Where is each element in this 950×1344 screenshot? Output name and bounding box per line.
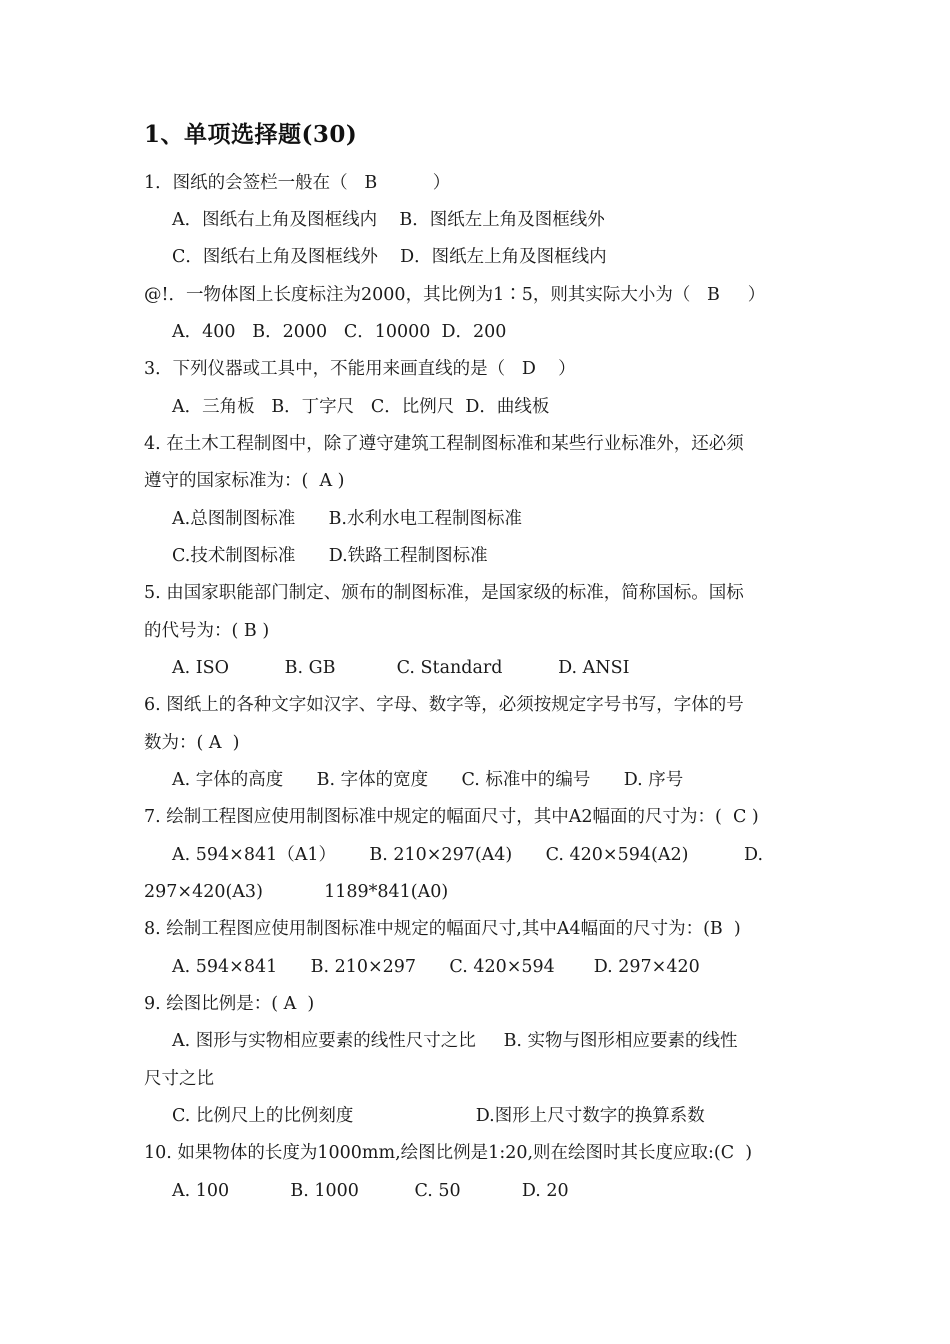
question-10-stem: 10. 如果物体的长度为1000mm,绘图比例是1:20,则在绘图时其长度应取:(C ) xyxy=(144,1143,753,1163)
question-9-options-line-1: A. 图形与实物相应要素的线性尺寸之比 B. 实物与图形相应要素的线性 xyxy=(172,1031,738,1051)
question-1-options-line-2: C．图纸右上角及图框线外 D．图纸左上角及图框线内 xyxy=(172,247,607,267)
question-1-options-line-1: A．图纸右上角及图框线内 B．图纸左上角及图框线外 xyxy=(172,210,605,230)
question-5-stem-line-2: 的代号为：( B ) xyxy=(144,621,270,641)
question-2-stem: @!．一物体图上长度标注为2000，其比例为1∶5，则其实际大小为（ B ） xyxy=(144,285,766,305)
question-8-stem: 8. 绘制工程图应使用制图标准中规定的幅面尺寸,其中A4幅面的尺寸为：(B ) xyxy=(144,919,741,939)
question-7-options-line-1: A. 594×841（A1） B. 210×297(A4) C. 420×594(A2) D. xyxy=(172,845,764,865)
question-3-options: A．三角板 B．丁字尺 C．比例尺 D．曲线板 xyxy=(172,397,550,417)
question-6-stem-line-2: 数为：( A ) xyxy=(144,733,240,753)
question-4-stem-line-2: 遵守的国家标准为：( A ) xyxy=(144,471,345,491)
question-9-options-line-2: 尺寸之比 xyxy=(144,1069,214,1089)
question-8-options: A. 594×841 B. 210×297 C. 420×594 D. 297×420 xyxy=(172,957,700,977)
question-2-options: A．400 B．2000 C．10000 D．200 xyxy=(172,322,507,342)
question-7-stem: 7. 绘制工程图应使用制图标准中规定的幅面尺寸，其中A2幅面的尺寸为：( C ) xyxy=(144,807,759,827)
question-3-stem: 3．下列仪器或工具中，不能用来画直线的是（ D ） xyxy=(144,359,576,379)
question-10-options: A. 100 B. 1000 C. 50 D. 20 xyxy=(172,1181,569,1201)
question-9-stem: 9. 绘图比例是：( A ) xyxy=(144,994,315,1014)
question-1-stem: 1．图纸的会签栏一般在（ B ） xyxy=(144,173,451,193)
question-4-stem-line-1: 4. 在土木工程制图中，除了遵守建筑工程制图标准和某些行业标准外，还必须 xyxy=(144,434,744,454)
question-5-options: A. ISO B. GB C. Standard D. ANSI xyxy=(172,658,630,678)
question-5-stem-line-1: 5. 由国家职能部门制定、颁布的制图标准，是国家级的标准，简称国标。国标 xyxy=(144,583,744,603)
question-6-stem-line-1: 6. 图纸上的各种文字如汉字、字母、数字等，必须按规定字号书写，字体的号 xyxy=(144,695,744,715)
question-4-options-line-1: A.总图制图标准 B.水利水电工程制图标准 xyxy=(172,509,522,529)
question-4-options-line-2: C.技术制图标准 D.铁路工程制图标准 xyxy=(172,546,488,566)
section-title: 1、单项选择题(30) xyxy=(144,121,358,148)
question-6-options: A. 字体的高度 B. 字体的宽度 C. 标准中的编号 D. 序号 xyxy=(172,770,684,790)
question-7-options-line-2: 297×420(A3) 1189*841(A0) xyxy=(144,882,449,902)
question-9-options-line-3: C. 比例尺上的比例刻度 D.图形上尺寸数字的换算系数 xyxy=(172,1106,705,1126)
